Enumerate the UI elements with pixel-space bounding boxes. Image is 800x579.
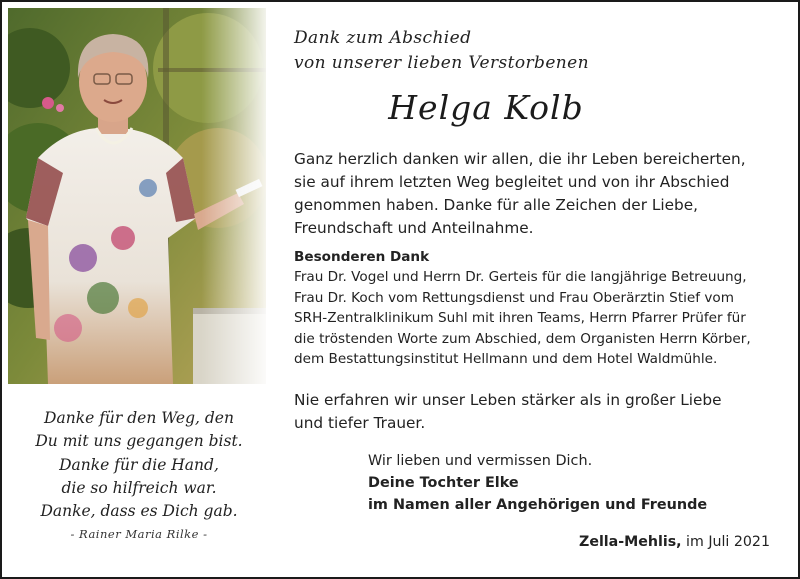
closing-paragraph: [294, 389, 784, 435]
closing-line: und tiefer Trauer.: [294, 414, 426, 432]
special-thanks-heading: Besonderen Dank: [294, 249, 430, 265]
deceased-name: Helga Kolb: [388, 88, 584, 127]
poem-line: Danke, dass es Dich gab.: [40, 502, 238, 521]
header-line-2: von unserer lieben Verstorbenen: [294, 53, 589, 73]
poem-line: die so hilfreich war.: [61, 478, 217, 497]
special-thanks-line: dem Bestattungsinstitut Hellmann und dem Hotel Waldmühle.: [294, 351, 718, 368]
thanks-line: sie auf ihrem letzten Weg begleitet und von ihr Abschied: [294, 173, 730, 191]
portrait-photo: [8, 8, 266, 384]
poem: [8, 407, 270, 523]
header-line-1: Dank zum Abschied: [294, 28, 472, 48]
poem-author: - Rainer Maria Rilke -: [70, 527, 208, 541]
signature-line-3: im Namen aller Angehörigen und Freunde: [368, 497, 708, 513]
poem-line: Danke für die Hand,: [59, 455, 219, 474]
signature-block: [368, 450, 778, 516]
thanks-line: genommen haben. Danke für alle Zeichen der Liebe,: [294, 196, 699, 214]
closing-line: Nie erfahren wir unser Leben stärker als in großer Liebe: [294, 391, 722, 409]
portrait-illustration: [8, 8, 266, 384]
signature-line-2: Deine Tochter Elke: [368, 475, 519, 491]
special-thanks-paragraph: [294, 267, 784, 370]
thanks-paragraph: [294, 148, 784, 240]
special-thanks-line: Frau Dr. Koch vom Rettungsdienst und Frau Oberärztin Stief vom: [294, 289, 734, 306]
place: Zella-Mehlis,: [579, 534, 682, 550]
special-thanks-line: Frau Dr. Vogel und Herrn Dr. Gerteis für die langjährige Betreuung,: [294, 269, 747, 285]
signature-line-1: Wir lieben und vermissen Dich.: [368, 453, 593, 469]
poem-line: Du mit uns gegangen bist.: [35, 432, 243, 451]
date: im Juli 2021: [681, 534, 770, 550]
special-thanks-line: SRH-Zentralklinikum Suhl mit ihren Teams, Herrn Pfarrer Prüfer für: [294, 310, 746, 327]
thanks-line: Ganz herzlich danken wir allen, die ihr Leben bereicherten,: [294, 150, 746, 168]
place-date: [579, 534, 770, 550]
thanks-line: Freundschaft und Anteilnahme.: [294, 219, 534, 237]
special-thanks-line: die tröstenden Worte zum Abschied, dem Organisten Herrn Körber,: [294, 330, 751, 347]
poem-line: Danke für den Weg, den: [44, 409, 234, 427]
header: [294, 26, 589, 76]
